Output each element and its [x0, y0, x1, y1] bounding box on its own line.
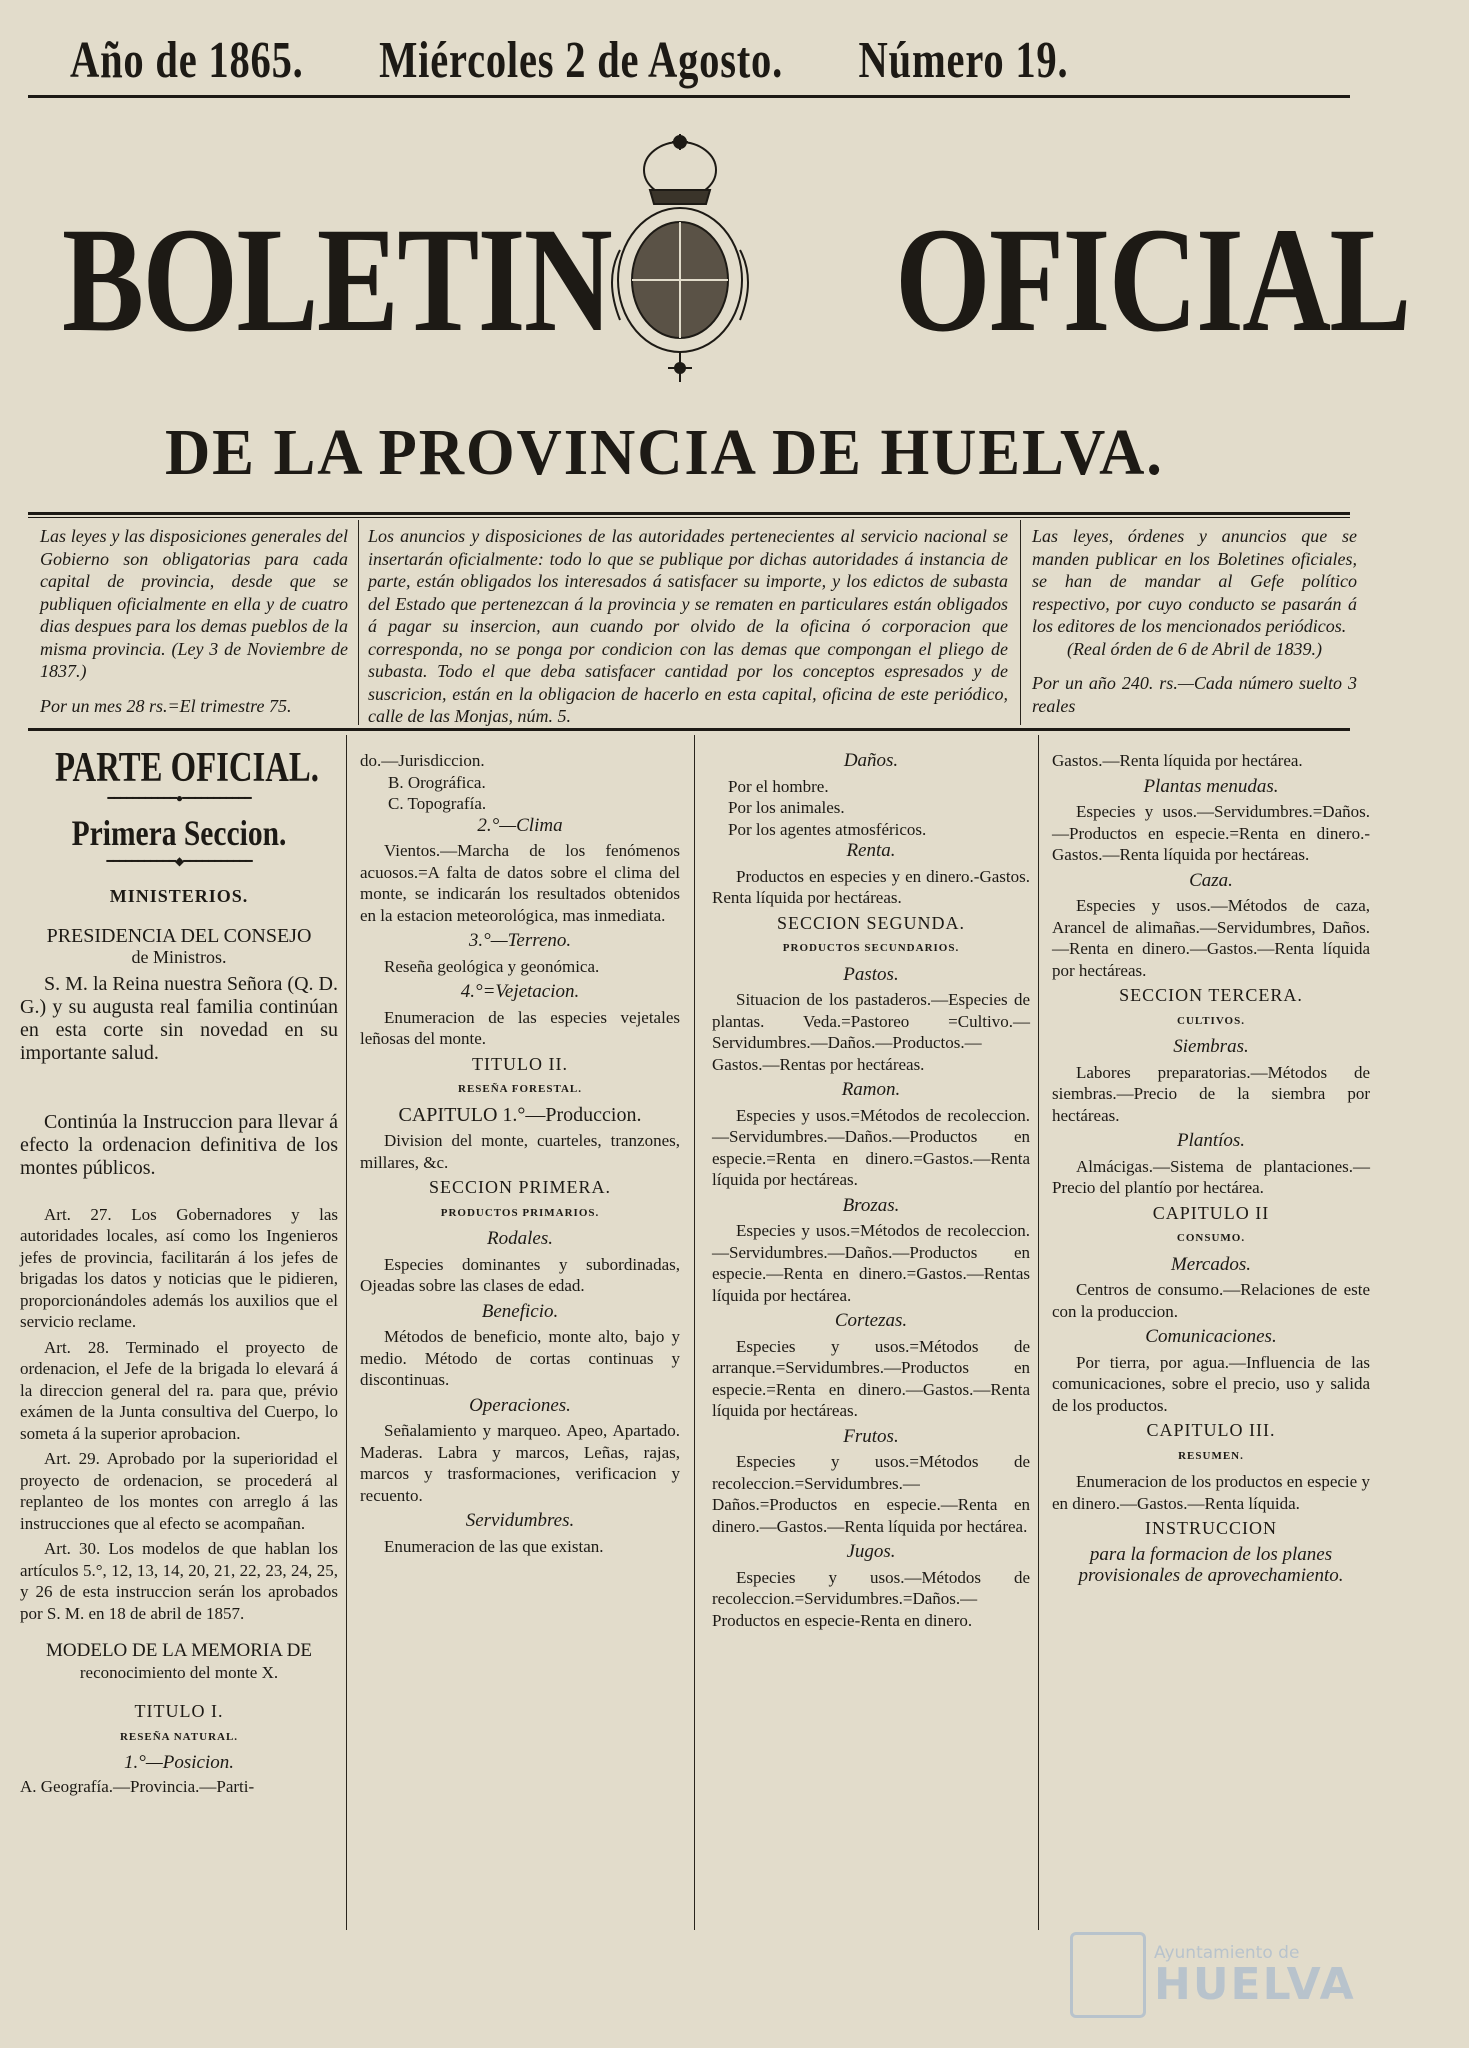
plantas-heading: Plantas menudas. — [1143, 775, 1279, 797]
senalamiento-text: Señalamiento y marqueo. Apeo, Apartado. Maderas. Labra y marcos, Leñas, rajas, marcos y trasformaciones, verificacion y recuento. — [360, 1421, 680, 1505]
renta-heading: Renta. — [846, 840, 896, 861]
por-tierra-text: Por tierra, por agua.—Influencia de las comunicaciones, sobre el precio, uso y salida de los productos. — [1052, 1352, 1370, 1415]
notice-left-price: Por un mes 28 rs.=El trimestre 75. — [40, 695, 292, 716]
notice-right-text: Las leyes, órdenes y anuncios que se manden publicar en los Boletines oficiales, se han de mandar al Gefe político respectivo, por cuyo conducto se pasarán á los editores de los mencionados periódicos. — [1032, 526, 1357, 636]
capitulo-3-heading: CAPITULO III. — [1146, 1420, 1276, 1440]
vientos-text: Vientos.—Marcha de los fenómenos acuosos.=A falta de datos sobre el clima del monte, se indicarán los resultados obtenidos en la estacion meteorológica, mas inmediata. — [360, 841, 680, 925]
art-29: Art. 29. Aprobado por la superioridad el proyecto de ordenacion, se procederá al replanteo de los montes con arreglo á las instrucciones que al efecto se acompañan. — [20, 1449, 338, 1533]
enumeracion-text: Enumeracion de las especies vejetales leñosas del monte. — [360, 1007, 680, 1048]
notice-center — [368, 525, 1008, 728]
danos-hombre: Por el hombre. — [728, 776, 829, 796]
seccion-primera-heading: SECCION PRIMERA. — [428, 1177, 612, 1197]
date-label: Miércoles 2 de Agosto. — [379, 31, 784, 89]
art-30: Art. 30. Los modelos de que hablan los artículos 5.°, 12, 13, 14, 20, 21, 22, 23, 24, 25, y 26 de esta instruccion serán los aprobados por S. M. en 18 de abril de 1857. — [20, 1539, 338, 1623]
seccion-tercera-heading: SECCION TERCERA. — [1119, 985, 1303, 1005]
column-2 — [360, 750, 680, 1561]
seccion-segunda-heading: SECCION SEGUNDA. — [776, 912, 965, 933]
mercados-heading: Mercados. — [1170, 1253, 1252, 1275]
situacion-text: Situacion de los pastaderos.—Especies de plantas. Veda.=Pastoreo =Cultivo.—Servidumbres.—Daños.—Productos.—Gastos.—Rentas por hectáreas. — [712, 990, 1030, 1074]
pastos-heading: Pastos. — [843, 963, 899, 985]
especies-plantas-text: Especies y usos.—Servidumbres.=Daños.—Productos en especie.=Renta en dinero.-Gastos.—Renta líquida por hectáreas. — [1052, 802, 1370, 864]
cultivos-heading: CULTIVOS. — [1177, 1014, 1245, 1027]
productos-esp-text: Productos en especies y en dinero.-Gastos. Renta líquida por hectáreas. — [712, 866, 1030, 907]
productos-secundarios-heading: PRODUCTOS SECUNDARIOS. — [782, 942, 960, 954]
especies-dom-text: Especies dominantes y subordinadas, Ojeadas sobre las clases de edad. — [360, 1254, 680, 1295]
notice-divider-1 — [358, 520, 359, 725]
royal-crest-icon — [600, 130, 760, 390]
parte-oficial-heading: PARTE OFICIAL. — [54, 745, 319, 791]
orografica: B. Orográfica. — [388, 772, 486, 792]
watermark-logo — [1070, 1930, 1370, 2020]
notice-center-text: Los anuncios y disposiciones de las autoridades pertenecientes al servicio nacional se insertarán oficialmente: todo lo que se publique por dichas autoridades á instancia de parte, están obligados los interesados á satisfacer su importe, y los edictos de subasta del Estado que pertenezcan á la provincia y se rematen en particulares están obligados á pagar su insercion, aun cuando por olvido de la oficina ó corporacion que corresponda, no se ponga por condicion con las demas que compongan el pliego de subasta. Todo el que deba satisfacer cantidad por los conceptos espresados y de suscricion, están en la obligacion de hacerlo en esta capital, oficina de este periódico, calle de las Monjas, núm. 5. — [368, 526, 1008, 726]
watermark-small: Ayuntamiento de — [1154, 1943, 1300, 1963]
danos-atmosfericos: Por los agentes atmosféricos. — [728, 819, 927, 839]
terreno-heading: 3.°—Terreno. — [468, 930, 572, 951]
consumo-heading: CONSUMO. — [1176, 1232, 1246, 1244]
titulo-1-heading: TITULO I. — [134, 1701, 224, 1721]
enumeracion-prod-text: Enumeracion de los productos en especie y en dinero.—Gastos.—Renta líquida. — [1052, 1472, 1370, 1513]
notice-left-text: Las leyes y las disposiciones generales del Gobierno son obligatorias para cada capital de provincia, desde que se publiquen oficialmente en ella y de cuatro dias despues para los demas pueblos de la misma provincia. (Ley 3 de Noviembre de 1837.) — [40, 526, 348, 681]
ramon-heading: Ramon. — [841, 1079, 901, 1100]
notice-top-rule-thin — [28, 517, 1350, 518]
modelo-heading: MODELO DE LA MEMORIA DE — [46, 1640, 312, 1661]
year-label: Año de 1865. — [70, 31, 304, 89]
especies-ramon-text: Especies y usos.=Métodos de recoleccion.—Servidumbres.—Daños.—Productos en especie.=Renta en dinero.=Gastos.—Renta líquida por hectáreas. — [712, 1105, 1030, 1189]
column-divider-2 — [694, 735, 695, 1930]
resena-geo-text: Reseña geológica y geonómica. — [384, 956, 600, 976]
resena-natural-heading: RESEÑA NATURAL. — [119, 1730, 239, 1743]
body-top-rule — [28, 728, 1350, 731]
especies-caza-text: Especies y usos.—Métodos de caza, Arancel de alimañas.—Servidumbres, Daños.—Renta en dinero.—Gastos.—Renta líquida por hectáreas. — [1052, 896, 1370, 980]
geografia-text: A. Geografía.—Provincia.—Parti- — [20, 1776, 255, 1796]
productos-primarios-heading: PRODUCTOS PRIMARIOS. — [440, 1206, 600, 1219]
city-badge-icon — [1070, 1932, 1146, 2018]
danos-heading: Daños. — [843, 750, 899, 771]
art-27: Art. 27. Los Gobernadores y las autoridades locales, así como los Ingenieros jefes de provincia, facilitarán á los jefes de brigadas los datos y noticias que le pidieren, proporcionándoles además los auxilios que el servicio reclame. — [20, 1204, 338, 1331]
especies-cortezas-text: Especies y usos.=Métodos de arranque.=Servidumbres.—Productos en especie.=Renta en dinero.—Gastos.—Renta líquida por hectáreas. — [712, 1336, 1030, 1420]
notice-right-price: Por un año 240. rs.—Cada número suelto 3 reales — [1032, 673, 1357, 716]
almacigas-text: Almácigas.—Sistema de plantaciones.—Precio del plantío por hectárea. — [1052, 1156, 1370, 1197]
enumeracion-serv-text: Enumeracion de las que existan. — [384, 1536, 604, 1556]
resumen-heading: RESUMEN. — [1178, 1449, 1244, 1462]
top-rule — [28, 95, 1350, 98]
plantios-heading: Plantíos. — [1176, 1130, 1246, 1151]
continua-text: Continúa la Instruccion para llevar á efecto la ordenacion definitiva de los montes públicos. — [20, 1110, 338, 1179]
especies-brozas-text: Especies y usos.=Métodos de recoleccion.—Servidumbres.—Daños.—Productos en especie.—Renta en dinero.=Gastos.—Rentas líquida por hectárea. — [712, 1221, 1030, 1305]
comunicaciones-heading: Comunicaciones. — [1145, 1326, 1277, 1347]
especies-jugos-text: Especies y usos.—Métodos de recoleccion.=Servidumbres.=Daños.—Productos en especie-Renta en dinero. — [712, 1567, 1030, 1630]
titulo-2-heading: TITULO II. — [472, 1053, 568, 1074]
jugos-heading: Jugos. — [846, 1541, 896, 1562]
primera-seccion-heading: Primera Seccion. — [71, 813, 287, 853]
notice-divider-2 — [1020, 520, 1021, 725]
beneficio-heading: Beneficio. — [481, 1300, 559, 1322]
cortezas-heading: Cortezas. — [834, 1310, 908, 1331]
jurisdiccion: do.—Jurisdiccion. — [360, 751, 485, 770]
notice-right — [1032, 525, 1357, 717]
frutos-heading: Frutos. — [843, 1425, 899, 1447]
vejetacion-heading: 4.°=Vejetacion. — [460, 981, 580, 1002]
title-boletin: BOLETIN — [62, 197, 612, 363]
servidumbres-heading: Servidumbres. — [465, 1510, 575, 1531]
brozas-heading: Brozas. — [842, 1194, 900, 1216]
posicion-heading: 1.°—Posicion. — [124, 1752, 234, 1773]
issue-number: Número 19. — [858, 31, 1069, 89]
instruccion-heading: INSTRUCCION — [1144, 1518, 1277, 1538]
centros-text: Centros de consumo.—Relaciones de este con la produccion. — [1052, 1280, 1370, 1321]
rodales-heading: Rodales. — [487, 1228, 553, 1249]
capitulo-2-heading: CAPITULO II — [1152, 1202, 1270, 1223]
siembras-heading: Siembras. — [1173, 1036, 1249, 1057]
title-oficial: OFICIAL — [895, 197, 1410, 363]
reconocimiento-heading: reconocimiento del monte X. — [79, 1662, 279, 1682]
topografia: C. Topografía. — [388, 794, 487, 813]
labores-text: Labores preparatorias.—Métodos de siembras.—Precio de la siembra por hectáreas. — [1052, 1062, 1370, 1125]
subtitle-provincia: DE LA PROVINCIA DE HUELVA. — [165, 416, 1164, 489]
ornament-divider: ━━━━━━━━━━━◆━━━━━━━━━━━ — [106, 853, 252, 868]
salud-text: S. M. la Reina nuestra Señora (Q. D. G.) y su augusta real familia continúan en esta corte sin novedad en su importante salud. — [20, 972, 338, 1064]
clima-heading: 2.°—Clima — [477, 814, 563, 836]
notice-right-ref: (Real órden de 6 de Abril de 1839.) — [1067, 638, 1322, 659]
especies-frutos-text: Especies y usos.=Métodos de recoleccion.=Servidumbres.—Daños.=Productos en especie.—Renta en dinero.—Gastos.—Renta líquida por hectárea. — [712, 1452, 1030, 1536]
masthead-dateline — [70, 30, 1068, 90]
resena-forestal-heading: RESEÑA FORESTAL. — [458, 1083, 582, 1095]
column-divider-1 — [346, 735, 347, 1930]
ornament-divider: ━━━━━━━━━━━●━━━━━━━━━━━ — [107, 790, 251, 805]
capitulo-1-heading: CAPITULO 1.°—Produccion. — [398, 1103, 642, 1126]
caza-heading: Caza. — [1189, 869, 1233, 891]
para-la-text: para la formacion de los planes provisionales de aprovechamiento. — [1078, 1543, 1344, 1586]
operaciones-heading: Operaciones. — [469, 1394, 571, 1416]
column-1 — [20, 745, 338, 1797]
metodos-benef-text: Métodos de beneficio, monte alto, bajo y medio. Método de cortas continuas y discontinuas. — [360, 1327, 680, 1389]
column-3 — [712, 750, 1030, 1635]
column-divider-3 — [1038, 735, 1039, 1930]
watermark-big: HUELVA — [1154, 1959, 1356, 2010]
division-text: Division del monte, cuarteles, tranzones, millares, &c. — [360, 1131, 680, 1172]
gastos-text: Gastos.—Renta líquida por hectárea. — [1052, 751, 1303, 770]
ministerios-heading: MINISTERIOS. — [109, 886, 249, 906]
notice-top-rule — [28, 512, 1350, 515]
art-28: Art. 28. Terminado el proyecto de ordenacion, el Jefe de la brigada lo elevará á la direccion general del ra. para que, prévio exámen de la Junta consultiva del Cuerpo, lo someta á la superior aprobacion. — [20, 1337, 338, 1443]
danos-animales: Por los animales. — [728, 798, 845, 817]
presidencia-heading: PRESIDENCIA DEL CONSEJO — [46, 924, 312, 947]
watermark-text — [1154, 1943, 1356, 2010]
notice-left — [40, 525, 348, 717]
column-4 — [1052, 750, 1370, 1591]
de-ministros: de Ministros. — [131, 947, 227, 967]
